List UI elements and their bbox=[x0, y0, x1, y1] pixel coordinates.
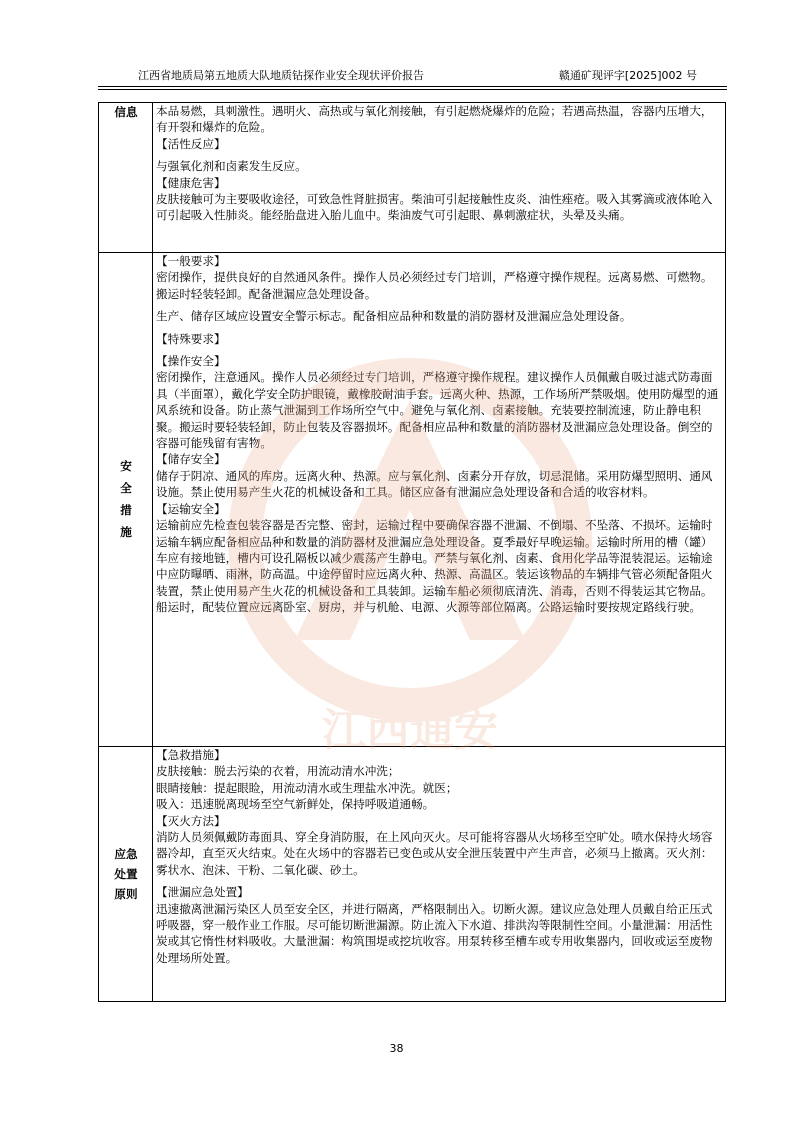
section-heading: 【活性反应】 bbox=[156, 136, 226, 151]
paragraph: 储存于阴凉、通风的库房。远离火种、热源。应与氧化剂、卤素分开存放，切忌混储。采用防爆型照明、通风设施。禁止使用易产生火花的机械设备和工具。储区应备有泄漏应急处理设备和合适的收容材料。 bbox=[156, 468, 713, 500]
table-row-emergency-principles bbox=[99, 747, 726, 1002]
paragraph: 吸入：迅速脱离现场至空气新鲜处，保持呼吸道通畅。 bbox=[156, 797, 435, 812]
safety-info-table bbox=[98, 102, 726, 1002]
category-cell-emergency-principles bbox=[99, 747, 153, 1002]
section-heading: 【特殊要求】 bbox=[156, 331, 226, 346]
section-heading: 【灭火方法】 bbox=[156, 813, 226, 828]
section-heading: 【健康危害】 bbox=[156, 175, 226, 190]
category-cell-safety-measures bbox=[99, 253, 153, 747]
paragraph: 皮肤接触：脱去污染的衣着，用流动清水冲洗； bbox=[156, 764, 400, 779]
category-label-info: 信息 bbox=[114, 105, 138, 119]
content-cell-info bbox=[153, 103, 726, 253]
category-cell-info bbox=[99, 103, 153, 253]
page-number: 38 bbox=[389, 1042, 404, 1055]
header-report-title: 江西省地质局第五地质大队地质钻探作业安全现状评价报告 bbox=[138, 69, 424, 82]
paragraph: 眼睛接触：提起眼睑，用流动清水或生理盐水冲洗。就医； bbox=[156, 780, 458, 795]
content-cell-emergency-principles bbox=[153, 747, 726, 1002]
category-label-safety-measures: 安全措施 bbox=[120, 459, 132, 539]
category-label-emergency-principles: 应急处置原则 bbox=[114, 846, 138, 901]
paragraph: 迅速撤离泄漏污染区人员至安全区，并进行隔离，严格限制出入。切断火源。建议应急处理人员戴自给正压式呼吸器，穿一般作业工作服。尽可能切断泄漏源。防止流入下水道、排洪沟等限制性空间。小量泄漏：用活性炭或其它惰性材料吸收。大量泄漏：构筑围堤或挖坑收容。用泵转移至槽车或专用收集器内，回收或运至废物处理场所处置。 bbox=[156, 901, 713, 965]
header-rule bbox=[98, 86, 727, 87]
paragraph: 本品易燃，具刺激性。遇明火、高热或与氧化剂接触，有引起燃烧爆炸的危险；若遇高热温，容器内压增大，有开裂和爆炸的危险。 bbox=[156, 104, 713, 135]
paragraph: 与强氧化剂和卤素发生反应。 bbox=[156, 159, 307, 174]
section-heading: 【操作安全】 bbox=[156, 354, 226, 369]
content-cell-safety-measures bbox=[153, 253, 726, 747]
header-report-number: 赣通矿现评字[2025]002 号 bbox=[558, 69, 697, 82]
paragraph: 运输前应先检查包装容器是否完整、密封，运输过程中要确保容器不泄漏、不倒塌、不坠落、不损坏。运输时运输车辆应配备相应品种和数量的消防器材及泄漏应急处理设备。夏季最好早晚运输。运输时所用的槽（罐）车应有接地链，槽内可设孔隔板以减少震荡产生静电。严禁与氧化剂、卤素、食用化学品等混装混运。运输途中应防曝晒、雨淋，防高温。中途停留时应远离火种、热源、高温区。装运该物品的车辆排气管必须配备阻火装置，禁止使用易产生火花的机械设备和工具装卸。运输车船必须彻底清洗、消毒，否则不得装运其它物品。船运时，配装位置应远离卧室、厨房，并与机舱、电源、火源等部位隔离。公路运输时要按规定路线行驶。 bbox=[156, 518, 713, 615]
section-heading: 【一般要求】 bbox=[156, 254, 226, 268]
paragraph: 生产、储存区域应设置安全警示标志。配备相应品种和数量的消防器材及泄漏应急处理设备。 bbox=[156, 309, 632, 324]
table-row-safety-measures bbox=[99, 253, 726, 747]
table-row-info bbox=[99, 103, 726, 253]
page-header bbox=[98, 66, 705, 86]
paragraph: 密闭操作，提供良好的自然通风条件。操作人员必须经过专门培训，严格遵守操作规程。远离易燃、可燃物。搬运时轻装轻卸。配备泄漏应急处理设备。 bbox=[156, 270, 713, 301]
header-rule-secondary bbox=[98, 89, 727, 90]
watermark-text: 江西通安 bbox=[322, 705, 498, 756]
paragraph: 密闭操作，注意通风。操作人员必须经过专门培训，严格遵守操作规程。建议操作人员佩戴自吸过滤式防毒面具（半面罩），戴化学安全防护眼镜，戴橡胶耐油手套。远离火种、热源，工作场所严禁吸烟。使用防爆型的通风系统和设备。防止蒸气泄漏到工作场所空气中。避免与氧化剂、卤素接触。充装要控制流速，防止静电积聚。搬运时要轻装轻卸，防止包装及容器损坏。配备相应品种和数量的消防器材及泄漏应急处理设备。倒空的容器可能残留有害物。 bbox=[156, 370, 719, 451]
paragraph: 皮肤接触可为主要吸收途径，可致急性肾脏损害。柴油可引起接触性皮炎、油性痤疮。吸入其雾滴或液体呛入可引起吸入性肺炎。能经胎盘进入胎儿血中。柴油废气可引起眼、鼻刺激症状，头晕及头痛。 bbox=[156, 192, 713, 223]
section-heading: 【运输安全】 bbox=[156, 501, 226, 516]
section-heading: 【急救措施】 bbox=[156, 748, 226, 762]
section-heading: 【储存安全】 bbox=[156, 452, 226, 467]
section-heading: 【泄漏应急处置】 bbox=[156, 885, 249, 900]
paragraph: 消防人员须佩戴防毒面具、穿全身消防服，在上风向灭火。尽可能将容器从火场移至空旷处。喷水保持火场容器冷却，直至灭火结束。处在火场中的容器若已变色或从安全泄压装置中产生声音，必须马上撤离。灭火剂：雾状水、泡沫、干粉、二氧化碳、砂土。 bbox=[156, 830, 713, 877]
